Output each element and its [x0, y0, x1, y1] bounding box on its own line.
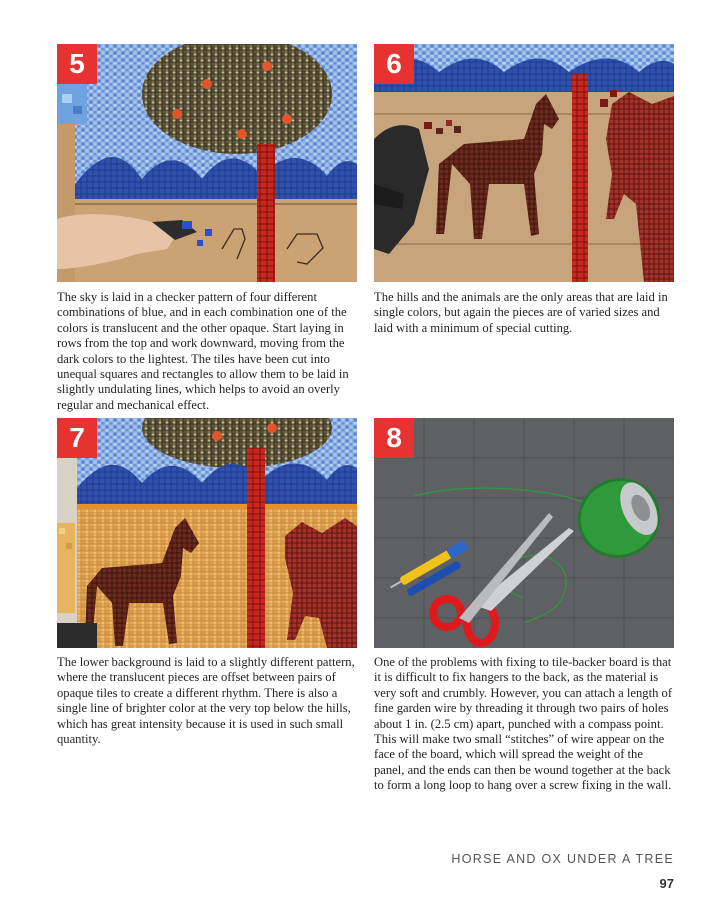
step-number-badge: 7 — [57, 418, 97, 458]
step-number-badge: 8 — [374, 418, 414, 458]
step-5-photo — [57, 44, 357, 282]
step-number-badge: 6 — [374, 44, 414, 84]
step-6-caption: The hills and the animals are the only areas that are laid in single colors, but again the pieces are of varied sizes and laid with a minimum of special cutting. — [374, 290, 668, 335]
step-5-caption: The sky is laid in a checker pattern of four different combinations of blue, and in each combination one of the colors is translucent and the other opaque. Start laying in rows from the top and work downward, moving from the dark colors to the lightest. The tiles have been cut into unequal squares and rectangles to allow them to be laid in slightly undulating lines, which helps to avoid an overly regular and mechanical effect. — [57, 290, 349, 412]
chapter-title: HORSE AND OX UNDER A TREE — [451, 852, 674, 866]
step-7-caption: The lower background is laid to a slightly different pattern, where the translucent pieces are offset between pairs of opaque tiles to create a different rhythm. There is also a single line of brighter color at the very top below the hills, which has great intensity because it is used in such small quantity. — [57, 655, 355, 747]
step-8-caption: One of the problems with fixing to tile-backer board is that it is difficult to fix hangers to the back, as the material is very soft and crumbly. However, you can attach a length of fine garden wire by threading it through two pairs of holes about 1 in. (2.5 cm) apart, punched with a compass point. This will make two small “stitches” of wire appear on the face of the board, which will spread the weight of the panel, and the ends can then be wound together at the back to form a long loop to hang over a screw fixing in the wall. — [374, 655, 673, 793]
step-8-photo — [374, 418, 674, 648]
page-number: 97 — [659, 876, 674, 891]
step-7-photo — [57, 418, 357, 648]
step-6-photo — [374, 44, 674, 282]
step-number-badge: 5 — [57, 44, 97, 84]
